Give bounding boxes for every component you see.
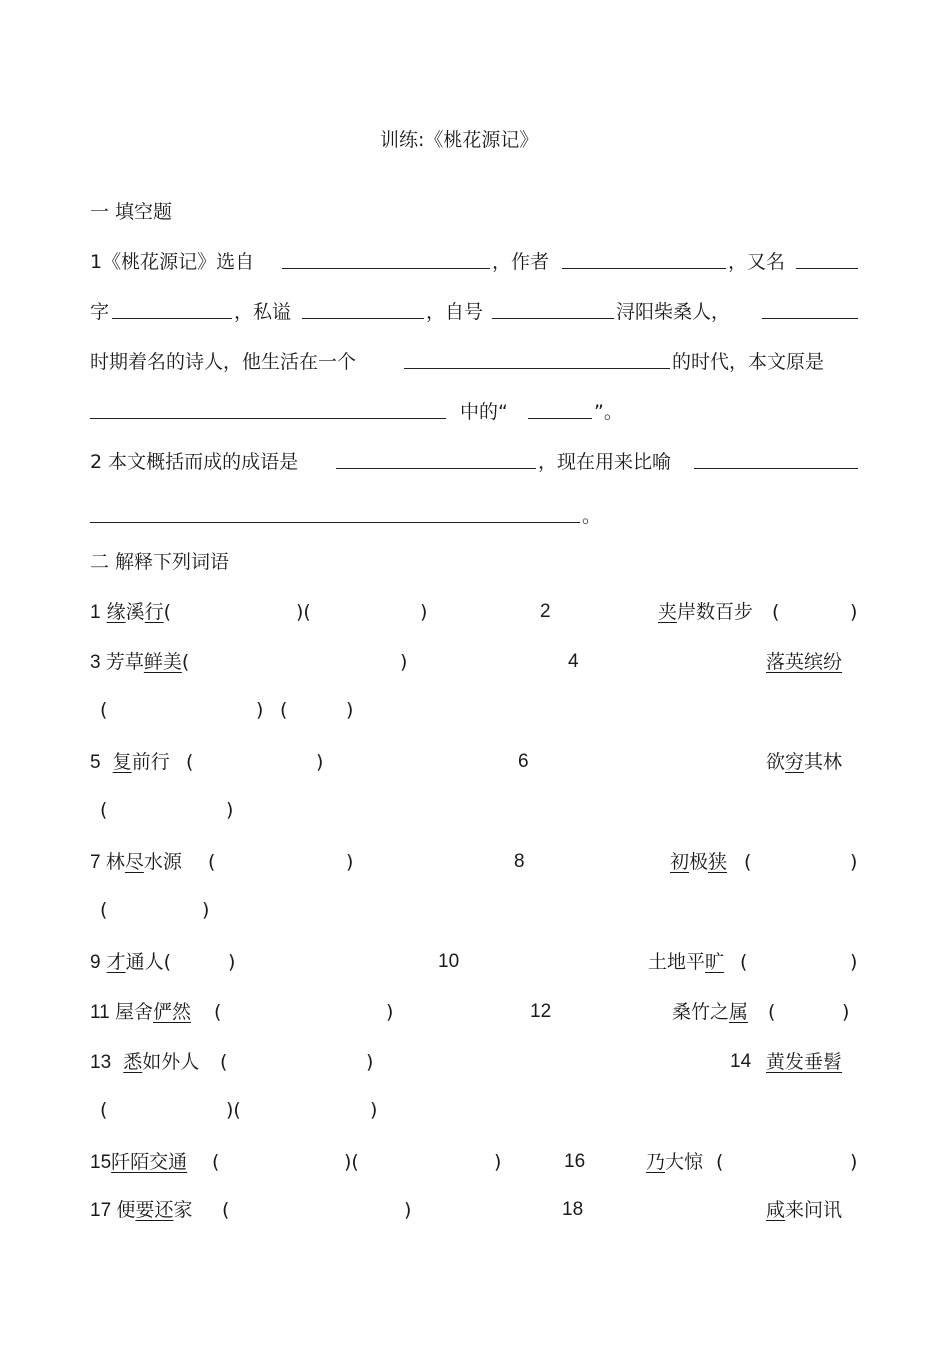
vocab-item-8-paren: ( xyxy=(744,851,752,873)
vocab-item-2-number: 2 xyxy=(540,601,551,622)
vocab-item-12-number: 12 xyxy=(530,1001,552,1022)
vocab-item-5-paren: ( xyxy=(186,751,194,773)
vocab-item-15: 15阡陌交通 xyxy=(90,1151,188,1173)
vocab-item-14-paren2-close: ) xyxy=(370,1099,378,1121)
vocab-item-17-paren-close: ) xyxy=(404,1199,412,1221)
vocab-item-9: 9 才通人( xyxy=(90,951,172,973)
section-heading-vocab: 二 解释下列词语 xyxy=(90,551,230,573)
q1-text-c: ，又名 xyxy=(728,251,786,273)
vocab-item-3-paren-close: ) xyxy=(400,651,408,673)
q2-blank-meaning-cont[interactable] xyxy=(90,504,580,523)
vocab-item-5: 5 复前行 xyxy=(90,751,170,773)
q1-blank-source[interactable] xyxy=(282,250,490,269)
vocab-item-16-paren-close: ) xyxy=(850,1151,858,1173)
vocab-item-9-paren-close: ) xyxy=(228,951,236,973)
vocab-item-11-paren-close: ) xyxy=(386,1001,394,1023)
q1-text-d: 字 xyxy=(90,301,110,323)
vocab-item-14-paren2: )( xyxy=(226,1099,241,1121)
vocab-item-7-paren: ( xyxy=(208,851,216,873)
vocab-item-6-number: 6 xyxy=(518,751,529,772)
vocab-item-14-number: 14 xyxy=(730,1051,752,1072)
vocab-item-2: 夹岸数百步 xyxy=(658,601,754,623)
vocab-item-2-paren-close: ) xyxy=(850,601,858,623)
q1-line1 xyxy=(90,250,254,274)
q1-blank-posthumous-name[interactable] xyxy=(302,300,424,319)
q1-blank-times[interactable] xyxy=(404,350,670,369)
vocab-item-4-paren1-close: ) xyxy=(256,699,264,721)
q1-text-i: 的时代，本文原是 xyxy=(672,351,825,373)
vocab-item-4-paren1: ( xyxy=(100,699,108,721)
q1-text-k: ”。 xyxy=(594,401,623,423)
vocab-item-7: 7 林尽水源 xyxy=(90,851,182,873)
vocab-item-4: 落英缤纷 xyxy=(766,651,843,673)
q1-blank-alias[interactable] xyxy=(796,250,858,269)
vocab-item-14: 黄发垂髫 xyxy=(766,1051,843,1073)
q2-blank-idiom[interactable] xyxy=(336,450,536,469)
q1-blank-author[interactable] xyxy=(562,250,726,269)
q1-blank-self-name[interactable] xyxy=(492,300,614,319)
vocab-item-17: 17 便要还家 xyxy=(90,1199,193,1221)
q2-text-b: ，现在用来比喻 xyxy=(538,451,672,473)
vocab-item-16-number: 16 xyxy=(564,1151,586,1172)
vocab-item-8-paren2: ( xyxy=(100,899,108,921)
vocab-item-16: 乃大惊 xyxy=(646,1151,704,1173)
vocab-item-17-paren: ( xyxy=(222,1199,230,1221)
q1-text-e: ，私谥 xyxy=(234,301,292,323)
vocab-item-11-paren: ( xyxy=(214,1001,222,1023)
vocab-item-10-number: 10 xyxy=(438,951,460,972)
vocab-item-13: 13 悉如外人 xyxy=(90,1051,200,1073)
vocab-item-1-paren: )( xyxy=(296,601,311,623)
vocab-item-6-paren: ( xyxy=(100,799,108,821)
vocab-item-4-paren2: ( xyxy=(280,699,288,721)
vocab-item-6: 欲穷其林 xyxy=(766,751,843,773)
vocab-item-13-paren-close: ) xyxy=(366,1051,374,1073)
q1-blank-era[interactable] xyxy=(762,300,858,319)
vocab-item-8-paren2-close: ) xyxy=(202,899,210,921)
vocab-item-15-paren2-close: ) xyxy=(494,1151,502,1173)
q1-text-j: 中的“ xyxy=(460,401,508,423)
vocab-item-10-paren-close: ) xyxy=(850,951,858,973)
vocab-item-15-paren: ( xyxy=(212,1151,220,1173)
vocab-item-5-paren-close: ) xyxy=(316,751,324,773)
q1-text-h: 时期着名的诗人，他生活在一个 xyxy=(90,351,357,373)
vocab-item-8: 初极狭 xyxy=(670,851,728,873)
vocab-item-11: 11 屋舍俨然 xyxy=(90,1001,192,1023)
vocab-item-18-number: 18 xyxy=(562,1199,584,1220)
vocab-item-15-paren2: )( xyxy=(344,1151,359,1173)
vocab-item-2-paren: ( xyxy=(772,601,780,623)
vocab-item-4-paren2-close: ) xyxy=(346,699,354,721)
vocab-item-1-paren-close: ) xyxy=(420,601,428,623)
q1-text-b: ，作者 xyxy=(492,251,550,273)
vocab-item-12-paren: ( xyxy=(768,1001,776,1023)
q1-text-g: 浔阳柴桑人， xyxy=(616,301,731,323)
vocab-item-10-paren: ( xyxy=(740,951,748,973)
vocab-item-1: 1 缘溪行( xyxy=(90,601,172,623)
page-title: 训练:《桃花源记》 xyxy=(380,129,539,151)
vocab-item-10: 土地平旷 xyxy=(648,951,725,973)
vocab-item-18: 咸来问讯 xyxy=(766,1199,843,1221)
q1-blank-original-work[interactable] xyxy=(90,400,446,419)
q2-text-a: 2 本文概括而成的成语是 xyxy=(90,451,299,473)
vocab-item-14-paren1: ( xyxy=(100,1099,108,1121)
vocab-item-8-paren-close: ) xyxy=(850,851,858,873)
vocab-item-12-paren-close: ) xyxy=(842,1001,850,1023)
q1-blank-section[interactable] xyxy=(528,400,592,419)
q2-blank-meaning[interactable] xyxy=(694,450,858,469)
vocab-item-3: 3 芳草鲜美( xyxy=(90,651,190,673)
vocab-item-7-paren-close: ) xyxy=(346,851,354,873)
vocab-item-8-number: 8 xyxy=(514,851,525,872)
section-heading-fill-blank: 一 填空题 xyxy=(90,201,173,223)
vocab-item-16-paren: ( xyxy=(716,1151,724,1173)
q1-blank-courtesy-name[interactable] xyxy=(112,300,232,319)
vocab-item-4-number: 4 xyxy=(568,651,579,672)
q1-text-f: ，自号 xyxy=(426,301,484,323)
vocab-item-6-paren-close: ) xyxy=(226,799,234,821)
q2-text-c: 。 xyxy=(582,505,602,527)
vocab-item-13-paren: ( xyxy=(220,1051,228,1073)
vocab-item-12: 桑竹之属 xyxy=(672,1001,749,1023)
q1-text-a: 1《桃花源记》选自 xyxy=(90,251,255,273)
